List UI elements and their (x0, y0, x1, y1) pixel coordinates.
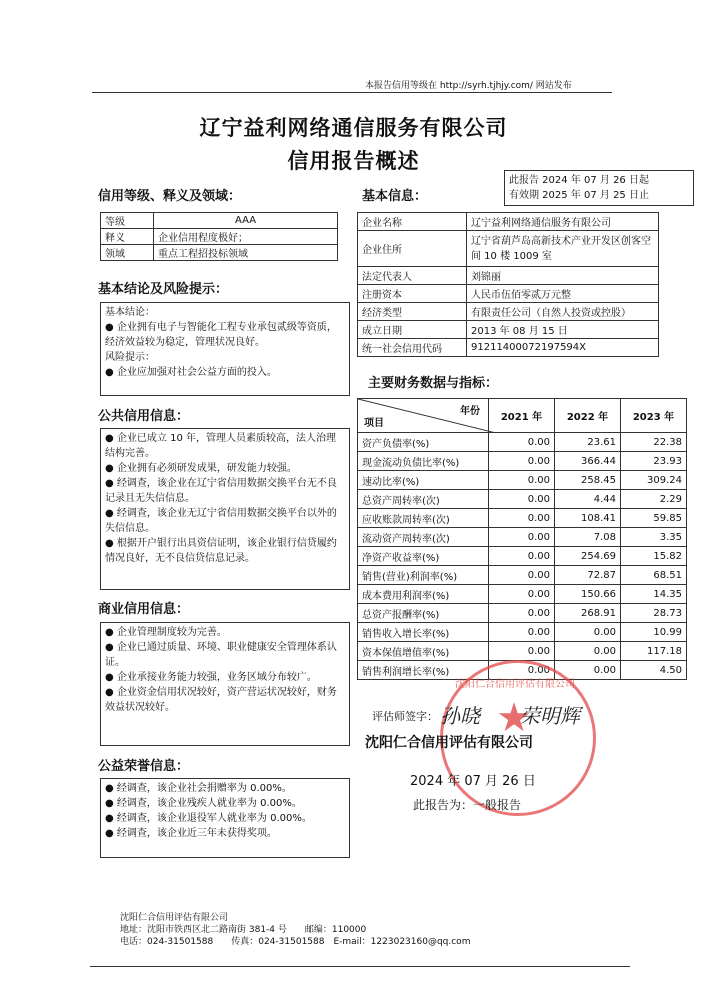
metric-value: 0.00 (489, 433, 555, 452)
metric-value: 23.93 (621, 452, 687, 471)
corner-cell (358, 399, 489, 433)
metric-value: 7.08 (555, 528, 621, 547)
assessor-signature-1: 孙晓 (440, 704, 480, 728)
list-item: ● 企业承接业务能力较强，业务区域分布较广。 (105, 672, 317, 683)
list-item: ● 根据开户银行出具资信证明，该企业银行信贷履约情况良好，无不良信贷信息记录。 (105, 538, 337, 564)
info-company-name: 辽宁益利网络通信服务有限公司 (467, 213, 659, 231)
public-credit-heading: 公共信用信息： (98, 409, 190, 424)
metric-value: 0.00 (489, 566, 555, 585)
info-label: 企业名称 (358, 213, 467, 231)
seal-text: 沈阳仁合信用评估有限公司 (455, 679, 575, 690)
table-row (358, 585, 687, 604)
metric-value: 22.38 (621, 433, 687, 452)
info-credit-code: 91211400072197594X (467, 339, 659, 357)
metric-value: 0.00 (489, 471, 555, 490)
corner-year: 年份 (460, 406, 480, 417)
list-item: ● 企业已成立 10 年，管理人员素质较高，法人治理结构完善。 (105, 433, 336, 459)
table-row (358, 547, 687, 566)
metric-value: 0.00 (489, 452, 555, 471)
metric-label: 销售利润增长率(%) (358, 661, 489, 680)
metric-value: 0.00 (489, 661, 555, 680)
info-label: 经济类型 (358, 303, 467, 321)
list-item: ● 经调查，该企业社会捐赠率为 0.00%。 (105, 783, 292, 794)
metric-label: 总资产报酬率(%) (358, 604, 489, 623)
metric-value: 0.00 (489, 547, 555, 566)
commercial-credit-heading: 商业信用信息： (98, 602, 190, 617)
metric-value: 3.35 (621, 528, 687, 547)
list-item: ● 企业已通过质量、环境、职业健康安全管理体系认证。 (105, 642, 337, 668)
assessor-org: 沈阳仁合信用评估有限公司 (365, 735, 533, 751)
year-header: 2023 年 (621, 399, 687, 433)
table-row (358, 509, 687, 528)
list-item: ● 企业资金信用状况较好，资产营运状况较好，财务效益状况较好。 (105, 687, 337, 713)
metric-value: 0.00 (555, 623, 621, 642)
table-row (358, 471, 687, 490)
financial-rows (358, 433, 687, 680)
year-header: 2021 年 (489, 399, 555, 433)
info-founded: 2013 年 08 月 15 日 (467, 321, 659, 339)
info-economic-type: 有限责任公司（自然人投资或控股） (467, 303, 659, 321)
list-item: ● 企业管理制度较为完善。 (105, 627, 227, 638)
metric-value: 0.00 (489, 623, 555, 642)
info-label: 法定代表人 (358, 267, 467, 285)
footer-divider (90, 966, 630, 967)
conclusion-heading: 基本结论及风险提示： (98, 282, 229, 297)
table-row (358, 452, 687, 471)
credit-meaning: 企业信用程度极好； (154, 229, 338, 245)
table-row (358, 642, 687, 661)
metric-value: 254.69 (555, 547, 621, 566)
metric-label: 净资产收益率(%) (358, 547, 489, 566)
public-welfare-box (100, 778, 350, 858)
assessor-signature-label: 评估师签字： (372, 710, 438, 723)
footer-company: 沈阳仁合信用评估有限公司 (120, 913, 229, 923)
metric-value: 0.00 (555, 642, 621, 661)
footer-address: 地址：沈阳市铁西区北二路南街 381-4 号 邮编：110000 (120, 925, 367, 935)
list-item: ● 经调查，该企业无辽宁省信用数据交换平台以外的失信信息。 (105, 508, 337, 534)
metric-value: 68.51 (621, 566, 687, 585)
credit-label: 领域 (101, 245, 154, 261)
metric-value: 0.00 (489, 642, 555, 661)
basic-info-heading: 基本信息： (362, 189, 428, 204)
basic-conclusion-label: 基本结论： (105, 307, 155, 318)
table-row (358, 528, 687, 547)
metric-value: 0.00 (489, 490, 555, 509)
metric-value: 28.73 (621, 604, 687, 623)
metric-value: 0.00 (555, 661, 621, 680)
metric-value: 72.87 (555, 566, 621, 585)
assessor-signature-2: 荣明辉 (520, 704, 580, 728)
metric-value: 268.91 (555, 604, 621, 623)
metric-value: 366.44 (555, 452, 621, 471)
year-header: 2022 年 (555, 399, 621, 433)
footer (120, 912, 470, 948)
table-row (358, 566, 687, 585)
basic-info-table (357, 212, 659, 357)
list-item: ● 经调查，该企业残疾人就业率为 0.00%。 (105, 798, 302, 809)
metric-label: 资产负债率(%) (358, 433, 489, 452)
list-item: ● 经调查，该企业退役军人就业率为 0.00%。 (105, 813, 312, 824)
info-label: 注册资本 (358, 285, 467, 303)
table-row (358, 604, 687, 623)
corner-item: 项目 (364, 418, 384, 429)
commercial-credit-box (100, 622, 350, 746)
financial-table (357, 398, 687, 680)
metric-label: 流动资产周转率(次) (358, 528, 489, 547)
public-welfare-heading: 公益荣誉信息： (98, 759, 190, 774)
list-item: ● 经调查，该企业在辽宁省信用数据交换平台无不良记录且无失信信息。 (105, 478, 337, 504)
risk-label: 风险提示： (105, 352, 155, 363)
credit-label: 释义 (101, 229, 154, 245)
report-title: 信用报告概述 (287, 149, 420, 173)
metric-value: 258.45 (555, 471, 621, 490)
metric-value: 4.44 (555, 490, 621, 509)
metric-label: 速动比率(%) (358, 471, 489, 490)
metric-value: 59.85 (621, 509, 687, 528)
conclusion-box (100, 302, 350, 396)
financial-heading: 主要财务数据与指标： (368, 376, 499, 391)
metric-value: 23.61 (555, 433, 621, 452)
seal-star-icon: ★ (496, 695, 532, 741)
metric-value: 0.00 (489, 585, 555, 604)
table-row (358, 623, 687, 642)
metric-label: 资本保值增值率(%) (358, 642, 489, 661)
header-divider (92, 92, 612, 93)
list-item: ● 经调查，该企业近三年未获得奖项。 (105, 828, 277, 839)
metric-label: 销售收入增长率(%) (358, 623, 489, 642)
list-item: ● 企业拥有必须研发成果，研发能力较强。 (105, 463, 297, 474)
info-label: 企业住所 (358, 231, 467, 267)
info-label: 统一社会信用代码 (358, 339, 467, 357)
metric-value: 0.00 (489, 528, 555, 547)
table-row (358, 490, 687, 509)
metric-label: 总资产周转率(次) (358, 490, 489, 509)
list-item: ● 企业应加强对社会公益方面的投入。 (105, 367, 277, 378)
credit-field: 重点工程招投标领域 (154, 245, 338, 261)
metric-value: 117.18 (621, 642, 687, 661)
validity-end: 有效期 2025 年 07 月 25 日止 (509, 190, 649, 201)
metric-value: 2.29 (621, 490, 687, 509)
credit-table (100, 212, 338, 261)
info-capital: 人民币伍佰零贰万元整 (467, 285, 659, 303)
metric-value: 108.41 (555, 509, 621, 528)
metric-value: 0.00 (489, 509, 555, 528)
report-date: 2024 年 07 月 26 日 (410, 774, 536, 789)
credit-grade: AAA (154, 213, 338, 229)
report-type: 此报告为：一般报告 (413, 798, 522, 812)
metric-value: 15.82 (621, 547, 687, 566)
company-title: 辽宁益利网络通信服务有限公司 (199, 116, 508, 140)
table-row (358, 433, 687, 452)
metric-value: 150.66 (555, 585, 621, 604)
metric-label: 成本费用利润率(%) (358, 585, 489, 604)
metric-value: 309.24 (621, 471, 687, 490)
metric-label: 现金流动负债比率(%) (358, 452, 489, 471)
metric-value: 4.50 (621, 661, 687, 680)
credit-heading: 信用等级、释义及领域： (98, 189, 242, 204)
list-item: ● 企业拥有电子与智能化工程专业承包贰级等资质，经济效益较为稳定，管理状况良好。 (105, 322, 337, 348)
footer-contact: 电话：024-31501588 传真：024-31501588 E-mail：1223023160@qq.com (120, 937, 471, 947)
info-address: 辽宁省葫芦岛高新技术产业开发区创客空间 10 楼 1009 室 (467, 231, 659, 267)
validity-box (504, 170, 694, 206)
metric-label: 应收账款周转率(次) (358, 509, 489, 528)
metric-label: 销售(营业)利润率(%) (358, 566, 489, 585)
report-note: 本报告信用等级在 http://syrh.tjhjy.com/ 网站发布 (365, 81, 572, 91)
metric-value: 10.99 (621, 623, 687, 642)
metric-value: 14.35 (621, 585, 687, 604)
validity-start: 此报告 2024 年 07 月 26 日起 (509, 175, 649, 186)
public-credit-box (100, 428, 350, 590)
info-label: 成立日期 (358, 321, 467, 339)
info-legal-rep: 刘锦丽 (467, 267, 659, 285)
credit-label: 等级 (101, 213, 154, 229)
metric-value: 0.00 (489, 604, 555, 623)
